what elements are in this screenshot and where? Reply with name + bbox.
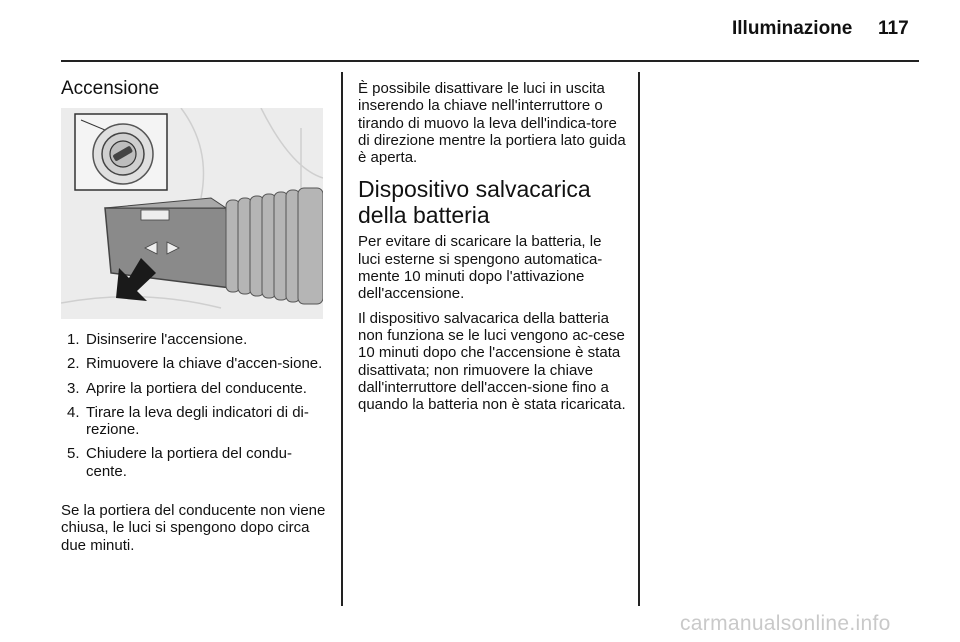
- column-divider-right: [638, 72, 640, 606]
- right-paragraph-3: Il dispositivo salvacarica della batteria non funziona se le luci vengono ac-cese 10 minuti dopo che l'accensione è stata disattivata; non rimuovere la chiave dall'interruttore dell'accen-sione fino a quando la batteria non è stata ricaricata.: [358, 309, 626, 414]
- step-text: Aprire la portiera del conducente.: [86, 379, 307, 397]
- section-heading: Accensione: [61, 78, 160, 99]
- page-number: 117: [878, 18, 909, 39]
- list-item: [61, 355, 329, 372]
- watermark: carmanualsonline.info: [680, 612, 891, 635]
- header-rule: [61, 60, 919, 62]
- list-item: [61, 445, 329, 480]
- step-number: 2.: [67, 355, 80, 373]
- right-paragraph-1: È possibile disattivare le luci in uscita inserendo la chiave nell'interruttore o tirando di muovo la leva dell'indica-tore di direzione mentre la portiera lato guida è aperta.: [358, 80, 626, 167]
- step-text: Rimuovere la chiave d'accen-sione.: [86, 355, 323, 373]
- list-item: [61, 380, 329, 397]
- step-number: 1.: [67, 331, 80, 348]
- left-paragraph: Se la portiera del conducente non viene chiusa, le luci si spengono dopo circa due minuti.: [61, 502, 326, 554]
- step-number: 4.: [67, 403, 80, 421]
- step-number: 5.: [67, 445, 80, 463]
- page-header-title: Illuminazione: [732, 18, 853, 39]
- illustration-indicator-lever: [61, 108, 323, 319]
- step-text: Chiudere la portiera del condu-cente.: [86, 445, 292, 480]
- list-item: [61, 404, 329, 439]
- column-divider-left: [341, 72, 343, 606]
- section-heading-battery: Dispositivo salvacarica della batteria: [358, 176, 591, 229]
- step-text: Tirare la leva degli indicatori di di-rezione.: [86, 403, 309, 439]
- right-column: [358, 80, 626, 420]
- step-number: 3.: [67, 379, 80, 397]
- step-text: Disinserire l'accensione.: [86, 331, 248, 348]
- list-item: [61, 331, 329, 348]
- steps-list: [61, 331, 329, 487]
- lever-illustration-icon: [61, 108, 323, 319]
- right-paragraph-2: Per evitare di scaricare la batteria, le luci esterne si spengono automatica-mente 10 minuti dopo l'attivazione dell'accensione.: [358, 233, 603, 303]
